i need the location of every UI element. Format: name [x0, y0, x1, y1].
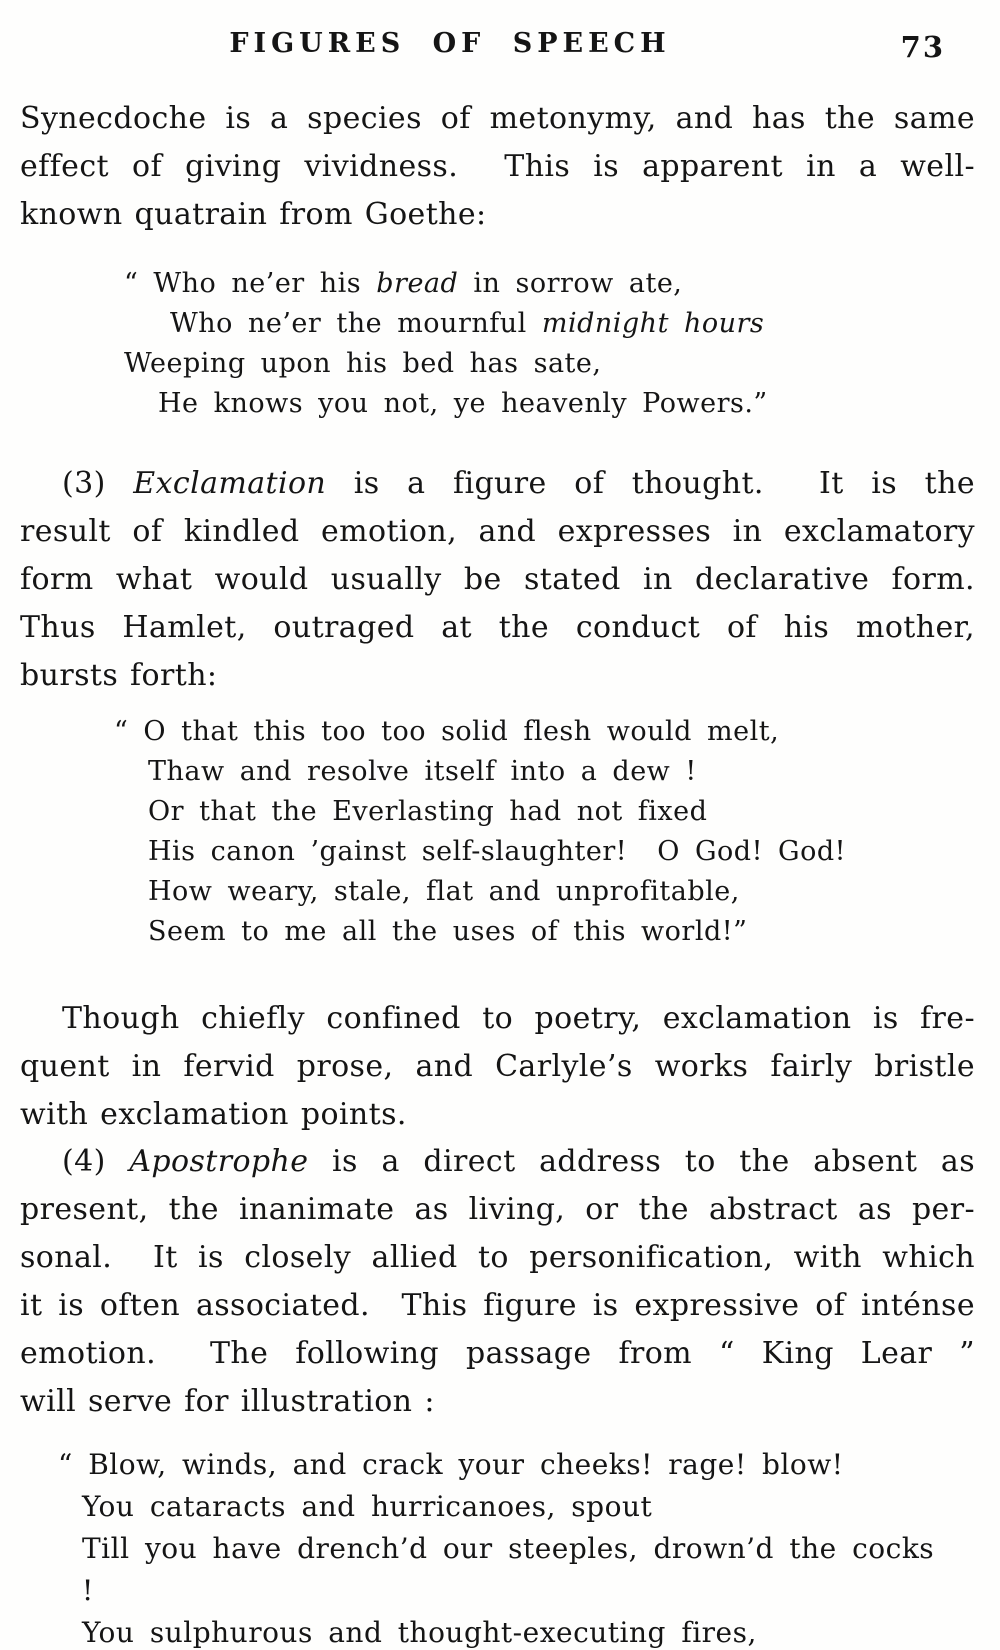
text-line: [20, 508, 975, 556]
verse-line: [148, 832, 914, 872]
verse-line: [124, 264, 884, 304]
text-segment: Weeping upon his bed has sate,: [124, 348, 602, 379]
text-segment: will serve for illustration :: [20, 1384, 435, 1419]
para-synecdoche: [20, 95, 975, 239]
para-apostrophe: [20, 1138, 975, 1426]
text-line: [20, 995, 975, 1043]
text-segment: it is often associated. This figure is expressive of inténse: [20, 1288, 975, 1323]
text-line: [20, 1091, 975, 1139]
verse-line: [82, 1486, 958, 1528]
text-segment: Synecdoche is a species of metonymy, and has the same: [20, 101, 975, 136]
text-line: [20, 1330, 975, 1378]
text-segment: is a direct address to the absent as: [308, 1144, 975, 1179]
text-segment: Thus Hamlet, outraged at the conduct of his mother,: [20, 610, 975, 645]
text-segment: You sulphurous and thought-executing fires,: [82, 1616, 757, 1649]
text-line: [20, 1138, 975, 1186]
text-line: [20, 556, 975, 604]
text-line: [20, 95, 975, 143]
text-segment: effect of giving vividness. This is apparent in a well-: [20, 149, 975, 184]
text-segment: Who ne’er the mournful: [170, 308, 542, 339]
verse-line: [114, 712, 914, 752]
running-head-title: FIGURES OF SPEECH: [229, 28, 671, 59]
verse-line: [170, 304, 884, 344]
verse-line: [148, 912, 914, 952]
text-segment: How weary, stale, flat and unprofitable,: [148, 876, 740, 907]
text-segment: sonal. It is closely allied to personification, with which: [20, 1240, 975, 1275]
verse-line: [82, 1528, 958, 1612]
verse-line: [148, 792, 914, 832]
text-line: [20, 1282, 975, 1330]
italic-term: bread: [376, 268, 459, 299]
verse-line: [158, 384, 884, 424]
para-exclamation: [20, 460, 975, 700]
text-segment: Though chiefly confined to poetry, exclamation is fre-: [62, 1001, 975, 1036]
italic-term: midnight hours: [541, 308, 765, 339]
verse-line: [124, 344, 884, 384]
page-header: [20, 28, 975, 72]
verse-goethe-quatrain: [124, 264, 884, 424]
text-line: [20, 143, 975, 191]
text-segment: Till you have drench’d our steeples, drown’d the cocks !: [82, 1532, 935, 1607]
text-segment: His canon ’gainst self-slaughter! O God! God!: [148, 836, 846, 867]
text-segment: (4): [62, 1144, 130, 1179]
verse-hamlet-quote: [114, 712, 914, 952]
text-segment: Or that the Everlasting had not fixed: [148, 796, 708, 827]
text-segment: present, the inanimate as living, or the abstract as per-: [20, 1192, 975, 1227]
text-segment: He knows you not, ye heavenly Powers.”: [158, 388, 768, 419]
text-segment: “ Blow, winds, and crack your cheeks! rage! blow!: [58, 1448, 844, 1481]
text-segment: emotion. The following passage from “ King Lear ”: [20, 1336, 975, 1371]
text-segment: result of kindled emotion, and expresses in exclamatory: [20, 514, 975, 549]
italic-term: Exclamation: [133, 466, 327, 501]
italic-term: Apostrophe: [129, 1144, 309, 1179]
text-segment: Seem to me all the uses of this world!”: [148, 916, 748, 947]
text-segment: in sorrow ate,: [458, 268, 683, 299]
verse-line: [82, 1612, 958, 1650]
text-segment: “ Who ne’er his: [124, 268, 377, 299]
text-segment: (3): [62, 466, 134, 501]
text-segment: Thaw and resolve itself into a dew !: [148, 756, 697, 787]
text-line: [20, 460, 975, 508]
text-segment: bursts forth:: [20, 658, 218, 693]
text-line: [20, 652, 975, 700]
text-line: [20, 191, 975, 239]
text-segment: “ O that this too too solid flesh would melt,: [114, 716, 780, 747]
text-segment: with exclamation points.: [20, 1097, 407, 1132]
verse-line: [58, 1444, 958, 1486]
text-segment: is a figure of thought. It is the: [326, 466, 975, 501]
text-line: [20, 1234, 975, 1282]
text-segment: known quatrain from Goethe:: [20, 197, 487, 232]
text-segment: quent in fervid prose, and Carlyle’s works fairly bristle: [20, 1049, 975, 1084]
verse-king-lear-quote: [58, 1444, 958, 1650]
text-segment: form what would usually be stated in declarative form.: [20, 562, 975, 597]
text-line: [20, 1186, 975, 1234]
para-exclamation-prose: [20, 995, 975, 1139]
page-number: 73: [900, 30, 945, 64]
verse-line: [148, 752, 914, 792]
text-line: [20, 1043, 975, 1091]
verse-line: [148, 872, 914, 912]
text-line: [20, 1378, 975, 1426]
text-segment: You cataracts and hurricanoes, spout: [82, 1490, 653, 1523]
text-line: [20, 604, 975, 652]
